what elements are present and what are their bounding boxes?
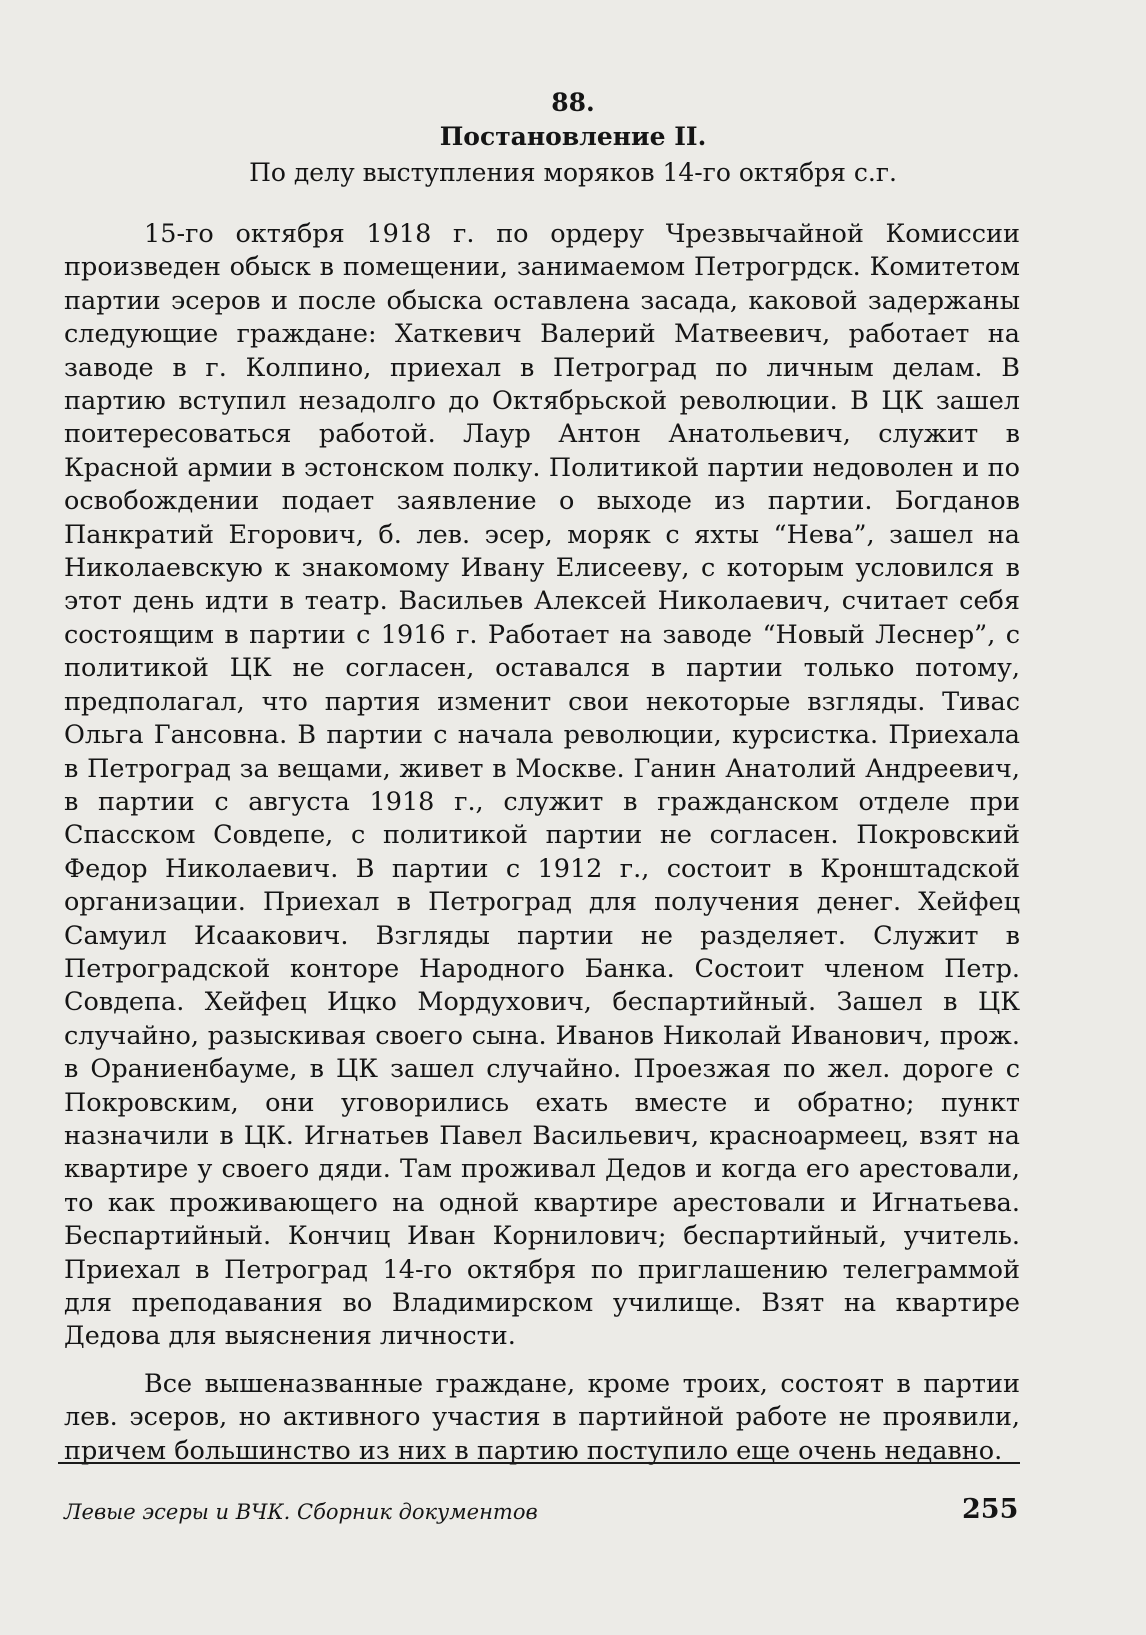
document-subtitle: По делу выступления моряков 14-го октября с.г. <box>249 158 897 187</box>
body-paragraph: Все вышеназванные граждане, кроме троих, состоят в партии лев. эсеров, но активного участия в партийной работе не проявили, причем большинство из них в партию поступило еще очень недавно. <box>64 1368 1020 1466</box>
body-paragraph: 15-го октября 1918 г. по ордеру Чрезвычайной Комиссии произведен обыск в помещении, занимаемом Петрогрдск. Комитетом партии эсеров и после обыска оставлена засада, каковой задержаны следующие граждане: Хаткевич Валерий Матвеевич, работает на заводе в г. Колпино, приехал в Петроград по личным делам. В партию вступил незадолго до Октябрьской революции. В ЦК зашел поитересоваться работой. Лаур Антон Анатольевич, служит в Красной армии в эстонском полку. Политикой партии недоволен и по освобождении подает заявление о выходе из партии. Богданов Панкратий Егорович, б. лев. эсер, моряк с яхты “Нева”, зашел на Николаевскую к знакомому Ивану Елисееву, с которым условился в этот день идти в театр. Васильев Алексей Николаевич, считает себя состоящим в партии с 1916 г. Работает на заводе “Новый Леснер”, с политикой ЦК не согласен, оставался в партии только потому, предполагал, что партия изменит свои некоторые взгляды. Тивас Ольга Гансовна. В партии с начала революции, курсистка. Приехала в Петроград за вещами, живет в Москве. Ганин Анатолий Андреевич, в партии с августа 1918 г., служит в гражданском отделе при Спасском Совдепе, с политикой партии не согласен. Покровский Федор Николаевич. В партии с 1912 г., состоит в Кронштадской организации. Приехал в Петроград для получения денег. Хейфец Самуил Исаакович. Взгляды партии не разделяет. Служит в Петроградской конторе Народного Банка. Состоит членом Петр. Совдепа. Хейфец Ицко Мордухович, беспартийный. Зашел в ЦК случайно, разыскивая своего сына. Иванов Николай Иванович, прож. в Ораниенбауме, в ЦК зашел случайно. Проезжая по жел. дороге с Покровским, они уговорились ехать вместе и обратно; пункт назначили в ЦК. Игнатьев Павел Васильевич, красноармеец, взят на квартире у своего дяди. Там проживал Дедов и когда его арестовали, то как проживающего на одной квартире арестовали и Игнатьева. Беспартийный. Кончиц Иван Корнилович; беспартийный, учитель. Приехал в Петроград 14-го октября по приглашению телеграммой для преподавания во Владимирском училище. Взят на квартире Дедова для выяснения личности. <box>64 219 1020 1352</box>
footer-divider <box>58 1462 1020 1464</box>
document-title: Постановление II. <box>439 122 707 151</box>
page-number: 255 <box>962 1494 1019 1525</box>
document-number: 88. <box>551 88 595 117</box>
footer-book-title: Левые эсеры и ВЧК. Сборник документов <box>64 1500 538 1524</box>
document-body <box>64 218 1020 1468</box>
